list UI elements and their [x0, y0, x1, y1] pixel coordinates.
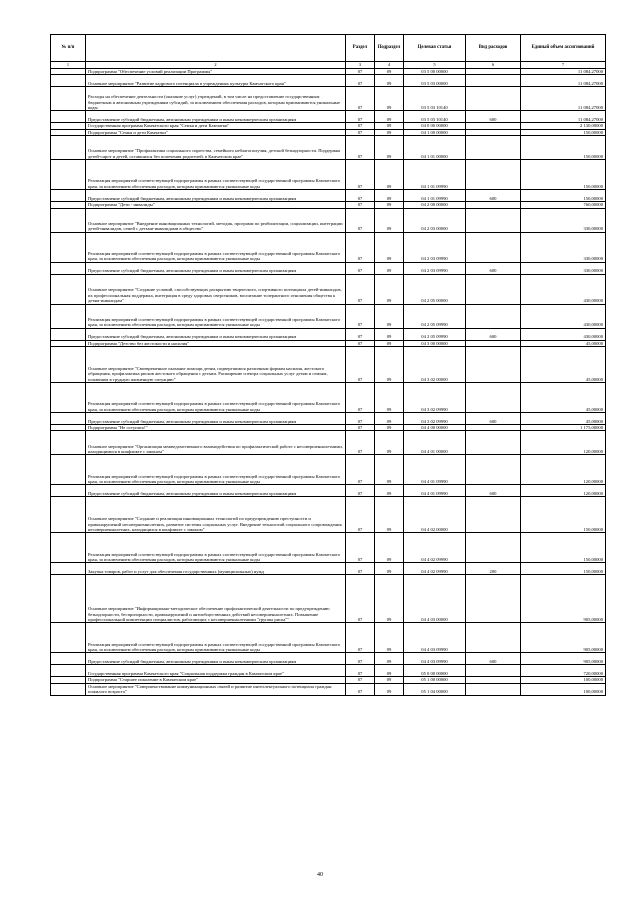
row-amount-cell: 11 084,27000 — [521, 69, 606, 75]
row-razdel-cell: 07 — [346, 653, 375, 665]
row-razdel-cell: 07 — [346, 485, 375, 497]
row-podrazdel-cell: 09 — [375, 623, 404, 653]
row-name-cell: Основное мероприятие "Своевременное оказание помощи детям, подвергшимся различным формам насилия, жестокого обращения, профилактика рисков жестокого обращения с детьми. Расширение спектра социальных услуг детям и семьям, попавшим в трудную жизненную ситуацию" — [86, 347, 346, 383]
table-row — [51, 328, 606, 340]
row-number-cell — [51, 533, 86, 563]
row-vr-cell — [466, 75, 521, 87]
row-csr-cell: 04 2 03 00000 — [404, 208, 466, 232]
row-csr-cell: 05 1 04 00000 — [404, 683, 466, 695]
row-name-cell: Предоставление субсидий бюджетным, автономным учреждениям и иным некоммерческим организациям — [86, 262, 346, 274]
header-amount: Единый объем ассигнований — [521, 35, 606, 62]
row-csr-cell: 05 1 00 00000 — [404, 677, 466, 683]
row-vr-cell — [466, 683, 521, 695]
row-amount-cell: 120,00000 — [521, 455, 606, 485]
table-row — [51, 683, 606, 695]
row-amount-cell: 150,00000 — [521, 190, 606, 202]
row-csr-cell: 05 0 00 00000 — [404, 665, 466, 677]
row-razdel-cell: 07 — [346, 431, 375, 455]
row-name-cell: Предоставление субсидий бюджетным, автономным учреждениям и иным некоммерческим организациям — [86, 190, 346, 202]
row-podrazdel-cell: 09 — [375, 347, 404, 383]
row-vr-cell: 600 — [466, 485, 521, 497]
row-name-cell: Основное мероприятие "Создание условий, способствующих раскрытию творческого, спортивного потенциала детей-инвалидов, их профессиональная поддержка, интеграция в среду здоровых сверстников, воспитание толерантного отношения общества к детям-инвалидам" — [86, 274, 346, 304]
row-amount-cell: 45,00000 — [521, 340, 606, 346]
row-amount-cell: 720,00000 — [521, 665, 606, 677]
row-name-cell: Реализация мероприятий соответствующей подпрограммы в рамках соответствующей государственной программы Камчатского края, за исключением обеспечения расходов, которым присваиваются уникальные коды — [86, 160, 346, 190]
row-vr-cell — [466, 208, 521, 232]
row-podrazdel-cell: 09 — [375, 190, 404, 202]
row-name-cell: Основное мероприятие "Информационно-методическое обеспечение профилактической деятельности по предупреждению безнадзорности, беспризорности, правонарушений и антиобщественных действий несовершеннолетних. Повышение профессиональной компетенции специалистов, работающих с несовершеннолетними "группы риска"" — [86, 575, 346, 623]
row-csr-cell: 04 1 01 00000 — [404, 136, 466, 160]
header-razdel: Раздел — [346, 35, 375, 62]
row-name-cell: Основное мероприятие "Организация межведомственного взаимодействия по профилактической работе с несовершеннолетними, находящимися в конфликте с законом" — [86, 431, 346, 455]
row-vr-cell — [466, 533, 521, 563]
row-vr-cell: 200 — [466, 563, 521, 575]
row-razdel-cell: 07 — [346, 665, 375, 677]
row-vr-cell — [466, 665, 521, 677]
row-name-cell: Основное мероприятие "Профилактика социального сиротства, семейного неблагополучия, детской безнадзорности. Поддержка детей-сирот и детей, оставшихся без попечения родителей, в Камчатском крае" — [86, 136, 346, 160]
row-razdel-cell: 07 — [346, 575, 375, 623]
row-amount-cell: 120,00000 — [521, 431, 606, 455]
row-razdel-cell: 07 — [346, 208, 375, 232]
row-number-cell — [51, 431, 86, 455]
row-name-cell: Реализация мероприятий соответствующей подпрограммы в рамках соответствующей государственной программы Камчатского края, за исключением обеспечения расходов, которым присваиваются уникальные коды — [86, 533, 346, 563]
row-name-cell: Основное мероприятие "Внедрение инновационных технологий, методик, программ по реабилитации, социализации, интеграции детей-инвалидов, семей с детьми-инвалидами в общество" — [86, 208, 346, 232]
row-vr-cell — [466, 455, 521, 485]
row-name-cell: Предоставление субсидий бюджетным, автономным учреждениям и иным некоммерческим организациям — [86, 111, 346, 123]
table-row — [51, 347, 606, 383]
row-name-cell: Государственная программа Камчатского края "Социальная поддержка граждан в Камчатском крае" — [86, 665, 346, 677]
row-number-cell — [51, 683, 86, 695]
row-razdel-cell: 07 — [346, 262, 375, 274]
row-amount-cell: 150,00000 — [521, 136, 606, 160]
row-csr-cell: 04 3 02 09990 — [404, 413, 466, 425]
row-razdel-cell: 07 — [346, 274, 375, 304]
row-amount-cell: 11 084,27000 — [521, 87, 606, 111]
row-razdel-cell: 07 — [346, 123, 375, 129]
row-csr-cell: 04 4 02 00000 — [404, 497, 466, 533]
table-row — [51, 232, 606, 262]
row-csr-cell: 04 3 00 00000 — [404, 340, 466, 346]
row-podrazdel-cell: 09 — [375, 563, 404, 575]
row-vr-cell — [466, 623, 521, 653]
row-razdel-cell: 07 — [346, 347, 375, 383]
row-razdel-cell: 07 — [346, 533, 375, 563]
row-number-cell — [51, 665, 86, 677]
row-name-cell: Предоставление субсидий бюджетным, автономным учреждениям и иным некоммерческим организациям — [86, 485, 346, 497]
row-razdel-cell: 07 — [346, 425, 375, 431]
row-amount-cell: 45,00000 — [521, 347, 606, 383]
row-amount-cell: 150,00000 — [521, 533, 606, 563]
row-name-cell: Основное мероприятие "Совершенствование коммуникационных связей и развитие интеллектуального потенциала граждан пожилого возраста" — [86, 683, 346, 695]
row-vr-cell — [466, 274, 521, 304]
row-podrazdel-cell: 09 — [375, 232, 404, 262]
row-number-cell — [51, 623, 86, 653]
row-vr-cell — [466, 232, 521, 262]
row-csr-cell: 03 5 03 00000 — [404, 75, 466, 87]
row-razdel-cell: 07 — [346, 497, 375, 533]
row-podrazdel-cell: 09 — [375, 683, 404, 695]
row-csr-cell: 04 2 05 09990 — [404, 328, 466, 340]
table-row — [51, 304, 606, 328]
row-amount-cell: 760,00000 — [521, 202, 606, 208]
row-name-cell: Реализация мероприятий соответствующей подпрограммы в рамках соответствующей государственной программы Камчатского края, за исключением обеспечения расходов, которым присваиваются уникальные коды — [86, 232, 346, 262]
row-razdel-cell: 07 — [346, 111, 375, 123]
row-number-cell — [51, 111, 86, 123]
row-number-cell — [51, 262, 86, 274]
row-name-cell: Основное мероприятие "Создание и реализация инновационных технологий по предупреждению преступности и правонарушений несовершеннолетних, развитие системы социальных услуг. Внедрение технологий социального сопровождения несовершеннолетних, находящихся в конфликте с законом" — [86, 497, 346, 533]
row-name-cell: Реализация мероприятий соответствующей подпрограммы в рамках соответствующей государственной программы Камчатского края, за исключением обеспечения расходов, которым присваиваются уникальные коды — [86, 304, 346, 328]
table-row — [51, 665, 606, 677]
header-name — [86, 35, 346, 62]
row-amount-cell: 430,00000 — [521, 328, 606, 340]
row-razdel-cell: 07 — [346, 340, 375, 346]
row-amount-cell: 330,00000 — [521, 262, 606, 274]
row-razdel-cell: 07 — [346, 623, 375, 653]
row-csr-cell: 04 2 03 09990 — [404, 262, 466, 274]
row-number-cell — [51, 136, 86, 160]
row-csr-cell: 04 4 01 00000 — [404, 431, 466, 455]
row-podrazdel-cell: 09 — [375, 653, 404, 665]
row-csr-cell: 04 0 00 00000 — [404, 123, 466, 129]
row-name-cell: Государственная программа Камчатского края "Семья и дети Камчатки" — [86, 123, 346, 129]
row-name-cell: Подпрограмма "Не оступись!" — [86, 425, 346, 431]
row-name-cell: Предоставление субсидий бюджетным, автономным учреждениям и иным некоммерческим организациям — [86, 653, 346, 665]
row-csr-cell: 04 1 00 00000 — [404, 129, 466, 135]
row-vr-cell: 600 — [466, 413, 521, 425]
table-row — [51, 111, 606, 123]
row-razdel-cell: 07 — [346, 69, 375, 75]
row-podrazdel-cell: 09 — [375, 274, 404, 304]
table-row — [51, 190, 606, 202]
header-row — [51, 35, 606, 62]
row-name-cell: Предоставление субсидий бюджетным, автономным учреждениям и иным некоммерческим организациям — [86, 413, 346, 425]
table-row — [51, 431, 606, 455]
row-number-cell — [51, 413, 86, 425]
row-podrazdel-cell: 09 — [375, 136, 404, 160]
row-podrazdel-cell: 09 — [375, 665, 404, 677]
row-name-cell: Подпрограмма "Детство без жестокости и насилия" — [86, 340, 346, 346]
table-row — [51, 653, 606, 665]
row-name-cell: Основное мероприятие "Развитие кадрового потенциала в учреждениях культуры Камчатского края" — [86, 75, 346, 87]
table-row — [51, 413, 606, 425]
row-razdel-cell: 07 — [346, 677, 375, 683]
row-csr-cell: 04 2 05 00000 — [404, 274, 466, 304]
row-csr-cell: 04 4 01 09990 — [404, 455, 466, 485]
column-number: 6 — [466, 62, 521, 69]
column-number: 1 — [51, 62, 86, 69]
column-number: 3 — [346, 62, 375, 69]
row-razdel-cell: 07 — [346, 129, 375, 135]
row-podrazdel-cell: 09 — [375, 69, 404, 75]
row-amount-cell: 45,00000 — [521, 383, 606, 413]
row-amount-cell: 150,00000 — [521, 129, 606, 135]
table-row — [51, 563, 606, 575]
row-csr-cell: 03 5 03 10140 — [404, 111, 466, 123]
row-razdel-cell: 07 — [346, 232, 375, 262]
row-vr-cell — [466, 497, 521, 533]
row-vr-cell — [466, 136, 521, 160]
row-vr-cell: 600 — [466, 111, 521, 123]
row-podrazdel-cell: 09 — [375, 129, 404, 135]
header-vr: Вид расходов — [466, 35, 521, 62]
row-amount-cell: 11 084,27000 — [521, 111, 606, 123]
row-podrazdel-cell: 09 — [375, 87, 404, 111]
row-number-cell — [51, 87, 86, 111]
row-razdel-cell: 07 — [346, 190, 375, 202]
row-podrazdel-cell: 09 — [375, 340, 404, 346]
table-row — [51, 575, 606, 623]
table-row — [51, 262, 606, 274]
row-vr-cell: 600 — [466, 653, 521, 665]
table-row — [51, 533, 606, 563]
row-vr-cell: 600 — [466, 328, 521, 340]
budget-rows — [51, 69, 606, 696]
row-csr-cell: 04 4 00 00000 — [404, 425, 466, 431]
row-vr-cell — [466, 431, 521, 455]
budget-table — [50, 34, 606, 696]
row-podrazdel-cell: 09 — [375, 455, 404, 485]
row-csr-cell: 04 1 01 09990 — [404, 160, 466, 190]
header-num: № п/п — [51, 35, 86, 62]
row-number-cell — [51, 160, 86, 190]
row-name-cell: Предоставление субсидий бюджетным, автономным учреждениям и иным некоммерческим организациям — [86, 328, 346, 340]
row-podrazdel-cell: 09 — [375, 677, 404, 683]
table-row — [51, 623, 606, 653]
row-amount-cell: 1 175,00000 — [521, 425, 606, 431]
row-number-cell — [51, 232, 86, 262]
row-number-cell — [51, 575, 86, 623]
budget-sheet — [50, 34, 605, 696]
row-name-cell: Подпрограмма "Семья и дети Камчатки" — [86, 129, 346, 135]
row-podrazdel-cell: 09 — [375, 304, 404, 328]
column-number: 2 — [86, 62, 346, 69]
row-number-cell — [51, 485, 86, 497]
table-row — [51, 208, 606, 232]
row-amount-cell: 905,00000 — [521, 575, 606, 623]
row-amount-cell: 150,00000 — [521, 497, 606, 533]
row-csr-cell: 04 4 03 09990 — [404, 623, 466, 653]
table-row — [51, 160, 606, 190]
row-podrazdel-cell: 09 — [375, 111, 404, 123]
row-amount-cell: 100,00000 — [521, 683, 606, 695]
row-csr-cell: 04 2 00 00000 — [404, 202, 466, 208]
row-name-cell: Реализация мероприятий соответствующей подпрограммы в рамках соответствующей государственной программы Камчатского края, за исключением обеспечения расходов, которым присваиваются уникальные коды — [86, 383, 346, 413]
row-amount-cell: 120,00000 — [521, 485, 606, 497]
row-csr-cell: 04 2 03 09990 — [404, 232, 466, 262]
table-row — [51, 383, 606, 413]
row-csr-cell: 03 5 03 10140 — [404, 87, 466, 111]
header-csr: Целевая статья — [404, 35, 466, 62]
row-name-cell: Подпрограмма "Дети - инвалиды" — [86, 202, 346, 208]
row-vr-cell: 600 — [466, 262, 521, 274]
row-name-cell: Закупка товаров, работ и услуг для обеспечения государственных (муниципальных) нужд — [86, 563, 346, 575]
row-vr-cell — [466, 304, 521, 328]
row-number-cell — [51, 274, 86, 304]
row-number-cell — [51, 347, 86, 383]
row-podrazdel-cell: 09 — [375, 208, 404, 232]
table-row — [51, 136, 606, 160]
column-number-row — [51, 62, 606, 69]
row-razdel-cell: 07 — [346, 75, 375, 87]
row-csr-cell: 04 4 02 09990 — [404, 563, 466, 575]
row-razdel-cell: 07 — [346, 304, 375, 328]
row-podrazdel-cell: 09 — [375, 202, 404, 208]
row-csr-cell: 04 3 02 09990 — [404, 383, 466, 413]
row-number-cell — [51, 328, 86, 340]
row-name-cell: Реализация мероприятий соответствующей подпрограммы в рамках соответствующей государственной программы Камчатского края, за исключением обеспечения расходов, которым присваиваются уникальные коды — [86, 623, 346, 653]
row-razdel-cell: 07 — [346, 683, 375, 695]
row-number-cell — [51, 455, 86, 485]
row-csr-cell: 03 5 00 00000 — [404, 69, 466, 75]
header-podrazdel: Подраздел — [375, 35, 404, 62]
row-podrazdel-cell: 09 — [375, 431, 404, 455]
row-podrazdel-cell: 09 — [375, 485, 404, 497]
row-razdel-cell: 07 — [346, 160, 375, 190]
page-number: 40 — [317, 872, 323, 878]
table-row — [51, 75, 606, 87]
row-amount-cell: 330,00000 — [521, 208, 606, 232]
row-razdel-cell: 07 — [346, 383, 375, 413]
column-number: 7 — [521, 62, 606, 69]
row-razdel-cell: 07 — [346, 328, 375, 340]
row-amount-cell: 100,00000 — [521, 677, 606, 683]
row-vr-cell: 600 — [466, 190, 521, 202]
row-vr-cell — [466, 383, 521, 413]
row-csr-cell: 04 4 01 09990 — [404, 485, 466, 497]
row-number-cell — [51, 383, 86, 413]
row-name-cell: Подпрограмма "Обеспечение условий реализации Программы" — [86, 69, 346, 75]
row-number-cell — [51, 190, 86, 202]
table-row — [51, 455, 606, 485]
row-amount-cell: 2 130,00000 — [521, 123, 606, 129]
row-amount-cell: 150,00000 — [521, 563, 606, 575]
row-amount-cell: 905,00000 — [521, 623, 606, 653]
row-amount-cell: 11 084,27000 — [521, 75, 606, 87]
row-amount-cell: 430,00000 — [521, 304, 606, 328]
row-podrazdel-cell: 09 — [375, 123, 404, 129]
table-row — [51, 485, 606, 497]
row-podrazdel-cell: 09 — [375, 75, 404, 87]
table-row — [51, 274, 606, 304]
row-vr-cell — [466, 575, 521, 623]
row-amount-cell: 905,00000 — [521, 653, 606, 665]
row-vr-cell — [466, 160, 521, 190]
row-number-cell — [51, 653, 86, 665]
row-number-cell — [51, 208, 86, 232]
row-amount-cell: 430,00000 — [521, 274, 606, 304]
row-amount-cell: 45,00000 — [521, 413, 606, 425]
row-podrazdel-cell: 09 — [375, 575, 404, 623]
row-csr-cell: 04 3 02 00000 — [404, 347, 466, 383]
row-vr-cell — [466, 87, 521, 111]
row-razdel-cell: 07 — [346, 202, 375, 208]
row-podrazdel-cell: 09 — [375, 497, 404, 533]
row-podrazdel-cell: 09 — [375, 383, 404, 413]
table-row — [51, 87, 606, 111]
row-podrazdel-cell: 09 — [375, 262, 404, 274]
row-amount-cell: 330,00000 — [521, 232, 606, 262]
row-csr-cell: 04 4 03 09990 — [404, 653, 466, 665]
row-csr-cell: 04 4 02 09990 — [404, 533, 466, 563]
column-number: 4 — [375, 62, 404, 69]
row-razdel-cell: 07 — [346, 455, 375, 485]
row-razdel-cell: 07 — [346, 413, 375, 425]
column-number: 5 — [404, 62, 466, 69]
row-podrazdel-cell: 09 — [375, 160, 404, 190]
row-number-cell — [51, 304, 86, 328]
row-podrazdel-cell: 09 — [375, 425, 404, 431]
row-razdel-cell: 07 — [346, 136, 375, 160]
row-csr-cell: 04 4 03 00000 — [404, 575, 466, 623]
row-name-cell: Расходы на обеспечение деятельности (оказание услуг) учреждений, в том числе на предоставление государственным бюджетным и автономным учреждениям субсидий, за исключением обеспечения расходов, которым присваиваются уникальные коды — [86, 87, 346, 111]
row-razdel-cell: 07 — [346, 563, 375, 575]
row-csr-cell: 04 1 01 09990 — [404, 190, 466, 202]
row-name-cell: Реализация мероприятий соответствующей подпрограммы в рамках соответствующей государственной программы Камчатского края, за исключением обеспечения расходов, которым присваиваются уникальные коды — [86, 455, 346, 485]
row-amount-cell: 150,00000 — [521, 160, 606, 190]
row-vr-cell — [466, 347, 521, 383]
row-number-cell — [51, 563, 86, 575]
row-podrazdel-cell: 09 — [375, 413, 404, 425]
row-podrazdel-cell: 09 — [375, 533, 404, 563]
row-csr-cell: 04 2 05 09990 — [404, 304, 466, 328]
table-row — [51, 497, 606, 533]
row-podrazdel-cell: 09 — [375, 328, 404, 340]
row-number-cell — [51, 75, 86, 87]
row-name-cell: Подпрограмма "Старшее поколение в Камчатском крае" — [86, 677, 346, 683]
row-number-cell — [51, 497, 86, 533]
row-razdel-cell: 07 — [346, 87, 375, 111]
